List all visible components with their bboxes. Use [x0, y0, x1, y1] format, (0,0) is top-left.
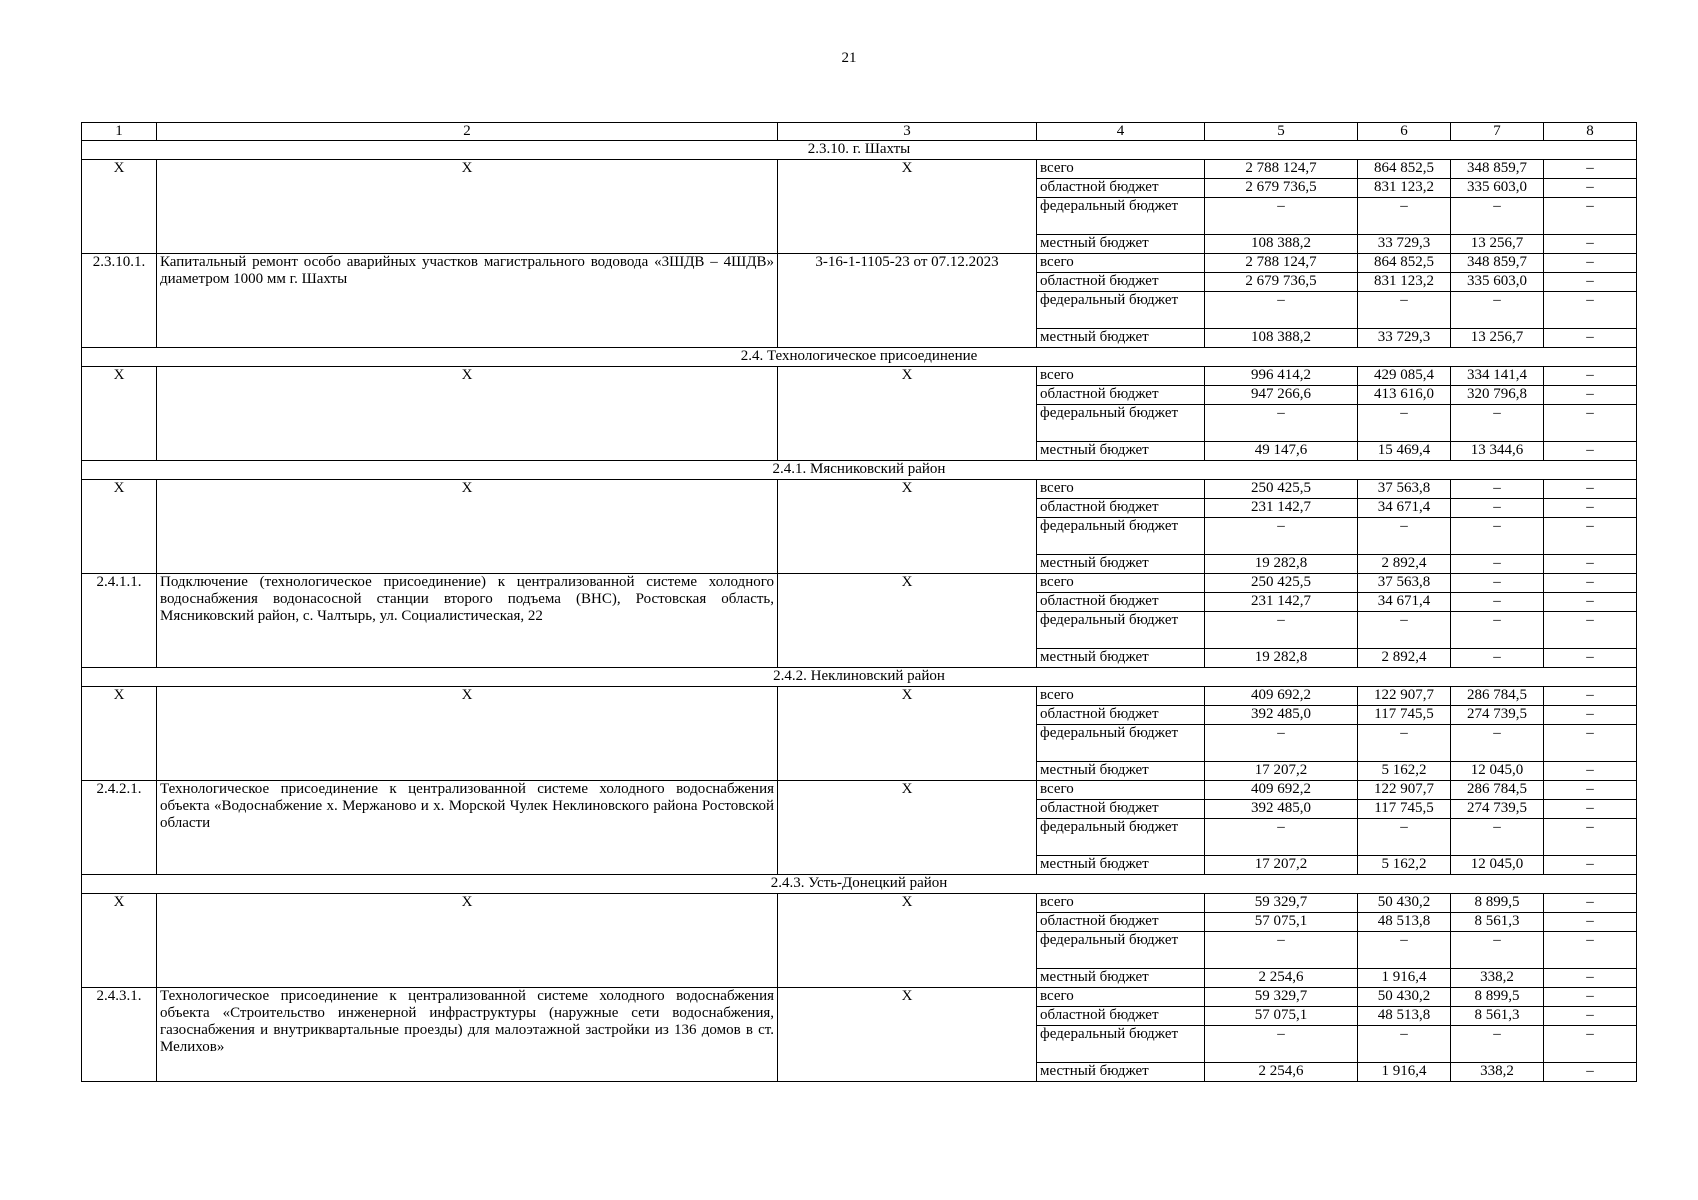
funding-source-label: всего	[1037, 687, 1205, 706]
funding-source-label: федеральный бюджет	[1037, 932, 1205, 969]
item-code: Х	[778, 988, 1037, 1082]
amount-cell: 409 692,2	[1205, 687, 1358, 706]
amount-cell: –	[1544, 649, 1637, 668]
amount-cell: 37 563,8	[1358, 480, 1451, 499]
amount-cell: 831 123,2	[1358, 273, 1451, 292]
amount-cell: 409 692,2	[1205, 781, 1358, 800]
item-number: 2.4.3.1.	[82, 988, 157, 1082]
amount-cell: –	[1544, 555, 1637, 574]
amount-cell: –	[1544, 1007, 1637, 1026]
funding-source-label: федеральный бюджет	[1037, 819, 1205, 856]
item-name: Технологическое присоединение к централизованной системе холодного водоснабжения объекта «Строительство инженерной инфраструктуры (наружные сети водоснабжения, газоснабжения и внутриквартальные проезды) для малоэтажной застройки из 136 домов в ст. Мелихов»	[157, 988, 778, 1082]
amount-cell: 947 266,6	[1205, 386, 1358, 405]
amount-cell: –	[1205, 292, 1358, 329]
amount-cell: 59 329,7	[1205, 988, 1358, 1007]
amount-cell: –	[1451, 480, 1544, 499]
amount-cell: 2 254,6	[1205, 1063, 1358, 1082]
funding-source-label: всего	[1037, 781, 1205, 800]
item-name: Х	[157, 687, 778, 781]
amount-cell: 274 739,5	[1451, 706, 1544, 725]
amount-cell: 1 916,4	[1358, 1063, 1451, 1082]
amount-cell: 48 513,8	[1358, 913, 1451, 932]
section-row	[82, 668, 1637, 687]
amount-cell: 2 679 736,5	[1205, 273, 1358, 292]
amount-cell: –	[1358, 932, 1451, 969]
amount-cell: 250 425,5	[1205, 574, 1358, 593]
amount-cell: –	[1544, 499, 1637, 518]
amount-cell: 392 485,0	[1205, 706, 1358, 725]
funding-source-label: местный бюджет	[1037, 1063, 1205, 1082]
amount-cell: 231 142,7	[1205, 593, 1358, 612]
amount-cell: –	[1544, 1026, 1637, 1063]
amount-cell: –	[1451, 819, 1544, 856]
funding-source-label: федеральный бюджет	[1037, 405, 1205, 442]
amount-cell: –	[1544, 725, 1637, 762]
table-row	[82, 254, 1637, 273]
amount-cell: 2 788 124,7	[1205, 254, 1358, 273]
section-title: 2.3.10. г. Шахты	[82, 141, 1637, 160]
amount-cell: 5 162,2	[1358, 856, 1451, 875]
amount-cell: 413 616,0	[1358, 386, 1451, 405]
amount-cell: 2 892,4	[1358, 649, 1451, 668]
funding-source-label: федеральный бюджет	[1037, 292, 1205, 329]
funding-source-label: всего	[1037, 894, 1205, 913]
column-number-header: 7	[1451, 123, 1544, 141]
section-row	[82, 348, 1637, 367]
amount-cell: –	[1358, 405, 1451, 442]
section-title: 2.4.1. Мясниковский район	[82, 461, 1637, 480]
amount-cell: –	[1544, 179, 1637, 198]
amount-cell: 286 784,5	[1451, 781, 1544, 800]
section-row	[82, 875, 1637, 894]
amount-cell: –	[1451, 725, 1544, 762]
item-code: Х	[778, 480, 1037, 574]
amount-cell: –	[1544, 386, 1637, 405]
amount-cell: 274 739,5	[1451, 800, 1544, 819]
amount-cell: –	[1544, 687, 1637, 706]
amount-cell: 334 141,4	[1451, 367, 1544, 386]
amount-cell: –	[1205, 1026, 1358, 1063]
item-number: Х	[82, 687, 157, 781]
funding-source-label: областной бюджет	[1037, 1007, 1205, 1026]
funding-source-label: областной бюджет	[1037, 499, 1205, 518]
funding-source-label: местный бюджет	[1037, 969, 1205, 988]
funding-source-label: федеральный бюджет	[1037, 198, 1205, 235]
amount-cell: –	[1358, 725, 1451, 762]
amount-cell: 864 852,5	[1358, 160, 1451, 179]
amount-cell: 59 329,7	[1205, 894, 1358, 913]
funding-source-label: местный бюджет	[1037, 649, 1205, 668]
column-number-header: 4	[1037, 123, 1205, 141]
amount-cell: 17 207,2	[1205, 856, 1358, 875]
amount-cell: 335 603,0	[1451, 273, 1544, 292]
item-number: Х	[82, 367, 157, 461]
amount-cell: 250 425,5	[1205, 480, 1358, 499]
amount-cell: 335 603,0	[1451, 179, 1544, 198]
amount-cell: –	[1544, 932, 1637, 969]
amount-cell: 37 563,8	[1358, 574, 1451, 593]
amount-cell: –	[1451, 518, 1544, 555]
amount-cell: 17 207,2	[1205, 762, 1358, 781]
amount-cell: –	[1544, 198, 1637, 235]
amount-cell: –	[1544, 762, 1637, 781]
section-row	[82, 461, 1637, 480]
amount-cell: –	[1205, 198, 1358, 235]
item-name: Капитальный ремонт особо аварийных участков магистрального водовода «3ШДВ – 4ШДВ» диаметром 1000 мм г. Шахты	[157, 254, 778, 348]
funding-source-label: местный бюджет	[1037, 442, 1205, 461]
amount-cell: 49 147,6	[1205, 442, 1358, 461]
item-name: Технологическое присоединение к централизованной системе холодного водоснабжения объекта «Водоснабжение х. Мержаново и х. Морской Чулек Неклиновского района Ростовской области	[157, 781, 778, 875]
funding-source-label: областной бюджет	[1037, 800, 1205, 819]
table-row	[82, 160, 1637, 179]
amount-cell: –	[1544, 160, 1637, 179]
amount-cell: –	[1451, 499, 1544, 518]
amount-cell: –	[1544, 781, 1637, 800]
amount-cell: –	[1544, 819, 1637, 856]
funding-source-label: местный бюджет	[1037, 329, 1205, 348]
item-name: Х	[157, 367, 778, 461]
amount-cell: 8 561,3	[1451, 1007, 1544, 1026]
item-number: 2.3.10.1.	[82, 254, 157, 348]
funding-source-label: областной бюджет	[1037, 273, 1205, 292]
amount-cell: –	[1205, 932, 1358, 969]
amount-cell: –	[1544, 913, 1637, 932]
funding-source-label: местный бюджет	[1037, 856, 1205, 875]
amount-cell: –	[1451, 198, 1544, 235]
amount-cell: –	[1544, 235, 1637, 254]
item-code: Х	[778, 781, 1037, 875]
funding-source-label: областной бюджет	[1037, 593, 1205, 612]
amount-cell: 50 430,2	[1358, 988, 1451, 1007]
table-row	[82, 988, 1637, 1007]
column-number-header: 8	[1544, 123, 1637, 141]
amount-cell: –	[1451, 593, 1544, 612]
funding-source-label: всего	[1037, 988, 1205, 1007]
amount-cell: 338,2	[1451, 1063, 1544, 1082]
amount-cell: 33 729,3	[1358, 329, 1451, 348]
amount-cell: –	[1544, 574, 1637, 593]
section-title: 2.4. Технологическое присоединение	[82, 348, 1637, 367]
amount-cell: –	[1544, 593, 1637, 612]
table-row	[82, 480, 1637, 499]
table-row	[82, 574, 1637, 593]
table-row	[82, 687, 1637, 706]
amount-cell: 2 254,6	[1205, 969, 1358, 988]
amount-cell: –	[1544, 706, 1637, 725]
item-number: Х	[82, 160, 157, 254]
table-body	[82, 123, 1637, 1082]
column-number-row	[82, 123, 1637, 141]
funding-source-label: всего	[1037, 367, 1205, 386]
amount-cell: 117 745,5	[1358, 706, 1451, 725]
amount-cell: 34 671,4	[1358, 593, 1451, 612]
funding-source-label: местный бюджет	[1037, 235, 1205, 254]
amount-cell: 286 784,5	[1451, 687, 1544, 706]
amount-cell: 5 162,2	[1358, 762, 1451, 781]
item-name: Х	[157, 894, 778, 988]
amount-cell: 12 045,0	[1451, 856, 1544, 875]
amount-cell: –	[1544, 800, 1637, 819]
amount-cell: 831 123,2	[1358, 179, 1451, 198]
funding-source-label: местный бюджет	[1037, 555, 1205, 574]
amount-cell: 8 899,5	[1451, 988, 1544, 1007]
amount-cell: –	[1544, 329, 1637, 348]
amount-cell: –	[1451, 405, 1544, 442]
amount-cell: 320 796,8	[1451, 386, 1544, 405]
funding-source-label: федеральный бюджет	[1037, 612, 1205, 649]
amount-cell: –	[1205, 405, 1358, 442]
amount-cell: 1 916,4	[1358, 969, 1451, 988]
funding-source-label: областной бюджет	[1037, 913, 1205, 932]
amount-cell: 34 671,4	[1358, 499, 1451, 518]
item-code: Х	[778, 894, 1037, 988]
amount-cell: 338,2	[1451, 969, 1544, 988]
amount-cell: 117 745,5	[1358, 800, 1451, 819]
amount-cell: –	[1205, 819, 1358, 856]
amount-cell: 13 256,7	[1451, 235, 1544, 254]
amount-cell: 33 729,3	[1358, 235, 1451, 254]
item-number: Х	[82, 894, 157, 988]
amount-cell: 348 859,7	[1451, 254, 1544, 273]
item-code: Х	[778, 574, 1037, 668]
funding-source-label: всего	[1037, 574, 1205, 593]
item-number: Х	[82, 480, 157, 574]
column-number-header: 5	[1205, 123, 1358, 141]
amount-cell: –	[1544, 518, 1637, 555]
amount-cell: 12 045,0	[1451, 762, 1544, 781]
funding-source-label: областной бюджет	[1037, 179, 1205, 198]
column-number-header: 6	[1358, 123, 1451, 141]
amount-cell: –	[1544, 856, 1637, 875]
funding-source-label: всего	[1037, 480, 1205, 499]
funding-source-label: областной бюджет	[1037, 386, 1205, 405]
amount-cell: –	[1451, 612, 1544, 649]
item-code: 3-16-1-1105-23 от 07.12.2023	[778, 254, 1037, 348]
funding-source-label: местный бюджет	[1037, 762, 1205, 781]
amount-cell: –	[1358, 612, 1451, 649]
amount-cell: –	[1205, 518, 1358, 555]
amount-cell: –	[1358, 819, 1451, 856]
page-number: 21	[841, 50, 857, 66]
funding-source-label: федеральный бюджет	[1037, 725, 1205, 762]
funding-source-label: областной бюджет	[1037, 706, 1205, 725]
amount-cell: –	[1544, 612, 1637, 649]
item-code: Х	[778, 160, 1037, 254]
amount-cell: –	[1544, 1063, 1637, 1082]
amount-cell: 48 513,8	[1358, 1007, 1451, 1026]
amount-cell: 348 859,7	[1451, 160, 1544, 179]
amount-cell: –	[1544, 292, 1637, 329]
amount-cell: –	[1358, 1026, 1451, 1063]
funding-source-label: федеральный бюджет	[1037, 1026, 1205, 1063]
funding-source-label: всего	[1037, 160, 1205, 179]
amount-cell: –	[1544, 367, 1637, 386]
amount-cell: 57 075,1	[1205, 1007, 1358, 1026]
funding-source-label: всего	[1037, 254, 1205, 273]
amount-cell: –	[1205, 725, 1358, 762]
amount-cell: 2 679 736,5	[1205, 179, 1358, 198]
amount-cell: 231 142,7	[1205, 499, 1358, 518]
amount-cell: 122 907,7	[1358, 781, 1451, 800]
amount-cell: 15 469,4	[1358, 442, 1451, 461]
amount-cell: 13 256,7	[1451, 329, 1544, 348]
table-row	[82, 781, 1637, 800]
amount-cell: 57 075,1	[1205, 913, 1358, 932]
amount-cell: –	[1544, 480, 1637, 499]
section-title: 2.4.3. Усть-Донецкий район	[82, 875, 1637, 894]
amount-cell: –	[1451, 555, 1544, 574]
amount-cell: 13 344,6	[1451, 442, 1544, 461]
amount-cell: –	[1544, 894, 1637, 913]
item-name: Х	[157, 480, 778, 574]
item-number: 2.4.2.1.	[82, 781, 157, 875]
item-code: Х	[778, 367, 1037, 461]
item-name: Подключение (технологическое присоединение) к централизованной системе холодного водоснабжения водонасосной станции второго подъема (ВНС), Ростовская область, Мясниковский район, с. Чалтырь, ул. Социалистическая, 22	[157, 574, 778, 668]
column-number-header: 1	[82, 123, 157, 141]
amount-cell: 19 282,8	[1205, 649, 1358, 668]
amount-cell: 19 282,8	[1205, 555, 1358, 574]
table-row	[82, 367, 1637, 386]
amount-cell: 864 852,5	[1358, 254, 1451, 273]
amount-cell: 122 907,7	[1358, 687, 1451, 706]
section-title: 2.4.2. Неклиновский район	[82, 668, 1637, 687]
amount-cell: 50 430,2	[1358, 894, 1451, 913]
funding-source-label: федеральный бюджет	[1037, 518, 1205, 555]
amount-cell: 108 388,2	[1205, 235, 1358, 254]
amount-cell: 392 485,0	[1205, 800, 1358, 819]
amount-cell: –	[1451, 649, 1544, 668]
amount-cell: –	[1358, 518, 1451, 555]
column-number-header: 2	[157, 123, 778, 141]
item-name: Х	[157, 160, 778, 254]
amount-cell: 2 788 124,7	[1205, 160, 1358, 179]
amount-cell: –	[1544, 442, 1637, 461]
budget-table	[81, 122, 1637, 1082]
item-number: 2.4.1.1.	[82, 574, 157, 668]
amount-cell: –	[1544, 988, 1637, 1007]
table-row	[82, 894, 1637, 913]
amount-cell: –	[1544, 405, 1637, 442]
amount-cell: –	[1544, 254, 1637, 273]
amount-cell: –	[1358, 292, 1451, 329]
amount-cell: –	[1544, 969, 1637, 988]
amount-cell: 108 388,2	[1205, 329, 1358, 348]
amount-cell: 429 085,4	[1358, 367, 1451, 386]
amount-cell: 8 899,5	[1451, 894, 1544, 913]
item-code: Х	[778, 687, 1037, 781]
amount-cell: –	[1358, 198, 1451, 235]
amount-cell: –	[1451, 1026, 1544, 1063]
amount-cell: 2 892,4	[1358, 555, 1451, 574]
section-row	[82, 141, 1637, 160]
amount-cell: 996 414,2	[1205, 367, 1358, 386]
amount-cell: 8 561,3	[1451, 913, 1544, 932]
amount-cell: –	[1451, 932, 1544, 969]
amount-cell: –	[1451, 292, 1544, 329]
amount-cell: –	[1451, 574, 1544, 593]
amount-cell: –	[1544, 273, 1637, 292]
amount-cell: –	[1205, 612, 1358, 649]
column-number-header: 3	[778, 123, 1037, 141]
